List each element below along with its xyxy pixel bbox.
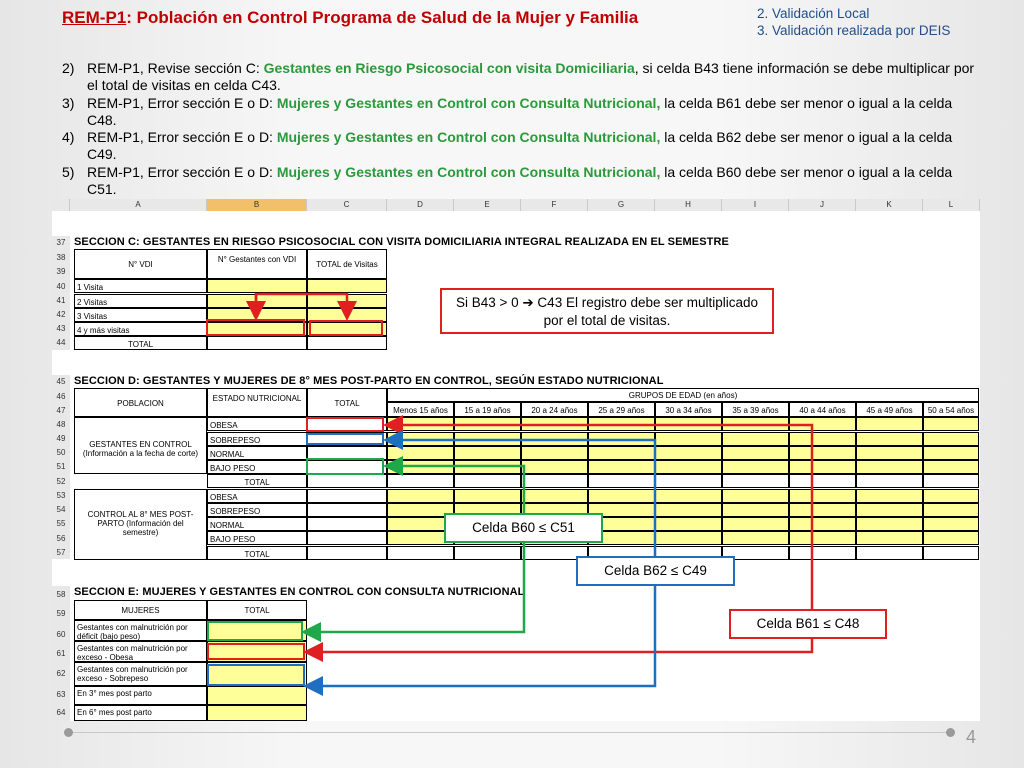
sec-e-header-total: TOTAL [207,600,307,620]
sec-c-header-gestantes: N° Gestantes con VDI [207,249,307,279]
sec-d-header-estado: ESTADO NUTRICIONAL [207,388,307,417]
sec-d-total-cell [307,489,387,503]
note-validacion-local: 2. Validación Local [757,6,870,21]
sec-c-cell-b [207,294,307,308]
sec-d-age-cell [923,417,979,431]
footer-line [70,732,950,733]
sec-d-total-age [923,546,979,560]
rule-item [62,95,982,130]
sec-c-cell-c [307,279,387,293]
sec-c-total-label: TOTAL [74,336,207,350]
row-number-37[interactable]: 37 [52,236,70,250]
section-e-title: SECCION E: MUJERES Y GESTANTES EN CONTROL CON CONSULTA NUTRICIONAL [74,586,525,598]
column-header-j[interactable]: J [789,199,856,211]
sec-d-estado-label: BAJO PESO [207,531,307,545]
sec-d-age-cell [454,489,521,503]
sec-d-total-age [722,474,789,488]
sec-d-age-cell [387,460,454,474]
sec-d-total-age [588,474,655,488]
highlight-c51 [306,458,384,475]
row-number-62[interactable]: 62 [52,663,70,685]
sec-d-age-cell [722,517,789,531]
row-number-50[interactable]: 50 [52,446,70,460]
sec-d-age-cell [856,432,923,446]
sec-d-age-cell [588,432,655,446]
sec-d-age-cell [722,446,789,460]
page-number: 4 [965,727,976,747]
spreadsheet [52,199,980,721]
sec-c-header-vdi: N° VDI [74,249,207,279]
rule-prefix: REM-P1, Error sección E o D: [87,129,277,146]
sec-d-age-cell [655,517,722,531]
sec-d-age-cell [521,432,588,446]
row-number-57[interactable]: 57 [52,546,70,559]
callout-b43-rule: Si B43 > 0 ➔ C43 El registro debe ser multiplicado por el total de visitas. [440,288,774,334]
rule-number: 4) [62,129,75,146]
row-number-45[interactable]: 45 [52,375,70,389]
column-header-h[interactable]: H [655,199,722,211]
highlight-c48 [306,417,384,432]
sec-d-age-cell [655,531,722,545]
sec-d-age-cell [521,446,588,460]
row-number-54[interactable]: 54 [52,503,70,517]
sec-d-age-cell [856,531,923,545]
rule-suffix: , si celda B43 tiene información se debe multiplicar por el total de visitas en celda C43. [87,60,975,94]
section-d-title: SECCION D: GESTANTES Y MUJERES DE 8° MES POST-PARTO EN CONTROL, SEGÚN ESTADO NUTRICIONAL [74,375,664,387]
column-header-k[interactable]: K [856,199,923,211]
row-number-59[interactable]: 59 [52,603,70,624]
sec-e-header-mujeres: MUJERES [74,600,207,620]
sec-d-estado-label: OBESA [207,417,307,431]
column-header-e[interactable]: E [454,199,521,211]
sec-c-header-total-visitas: TOTAL de Visitas [307,249,387,279]
sec-d-age-cell [923,517,979,531]
sec-d-group-gestantes: GESTANTES EN CONTROL (Información a la fecha de corte) [74,417,207,474]
rule-number: 5) [62,163,75,180]
sec-d-age-cell [521,460,588,474]
highlight-b43 [206,319,305,336]
sec-d-total-label: TOTAL [207,546,307,560]
callout-b61-c48: Celda B61 ≤ C48 [729,609,887,639]
footer-dot-right [946,728,955,737]
sec-d-age-cell [856,446,923,460]
sec-d-age-cell [655,417,722,431]
sec-d-total-sum [307,474,387,488]
sec-e-cell-b [207,686,307,705]
highlight-c49 [306,433,384,445]
sec-d-age-cell [856,417,923,431]
sec-c-row-label: 4 y más visitas [74,322,207,336]
rule-suffix: la celda B60 debe ser menor o igual a la celda C51. [87,163,953,198]
sec-e-row-label: Gestantes con malnutrición por exceso - Sobrepeso [74,662,207,686]
sec-d-age-cell [655,503,722,517]
rules-list [62,60,982,198]
sec-e-row-label: En 3° mes post parto [74,686,207,705]
sec-d-age-cell [387,432,454,446]
sec-c-cell-b [207,279,307,293]
column-header-d[interactable]: D [387,199,454,211]
sec-d-age-header: 45 a 49 años [856,402,923,417]
rule-number: 2) [62,60,75,76]
note-validacion-deis: 3. Validación realizada por DEIS [757,23,951,38]
row-number-39[interactable]: 39 [52,265,70,279]
slide-title [62,8,638,28]
sec-c-total-c [307,336,387,350]
sec-c-cell-c [307,294,387,308]
rule-item [62,129,982,164]
sec-c-row-label: 1 Visita [74,279,207,293]
row-number-64[interactable]: 64 [52,705,70,721]
sec-d-estado-label: BAJO PESO [207,460,307,474]
column-header-l[interactable]: L [923,199,980,211]
sec-d-age-header: 20 a 24 años [521,402,588,417]
row-number-60[interactable]: 60 [52,624,70,645]
row-number-53[interactable]: 53 [52,489,70,503]
highlight-b61 [207,643,305,660]
callout-b62-c49: Celda B62 ≤ C49 [576,556,735,586]
sec-d-age-cell [789,460,856,474]
sec-d-age-cell [923,446,979,460]
sec-d-age-cell [655,432,722,446]
sec-c-row-label: 3 Visitas [74,308,207,322]
row-number-46[interactable]: 46 [52,389,70,404]
rule-prefix: REM-P1, Error sección E o D: [87,163,277,180]
sec-d-total-sum [307,546,387,560]
sec-d-age-cell [722,417,789,431]
sec-d-age-cell [454,432,521,446]
sec-d-age-cell [722,489,789,503]
row-number-51[interactable]: 51 [52,460,70,474]
row-number-56[interactable]: 56 [52,531,70,546]
sec-d-age-cell [789,531,856,545]
sec-d-age-header: 15 a 19 años [454,402,521,417]
column-header-f[interactable]: F [521,199,588,211]
sec-d-age-cell [387,489,454,503]
column-header-i[interactable]: I [722,199,789,211]
sec-d-age-cell [588,446,655,460]
sec-d-age-cell [588,417,655,431]
sec-e-cell-b [207,705,307,721]
sec-d-age-cell [722,460,789,474]
sec-d-age-cell [387,446,454,460]
sec-d-header-grupos: GRUPOS DE EDAD (en años) [387,388,979,402]
rule-item [62,60,982,95]
rule-prefix: REM-P1, Revise sección C: [87,60,264,76]
row-number-40[interactable]: 40 [52,279,70,294]
sec-d-age-cell [588,460,655,474]
sec-d-estado-label: NORMAL [207,517,307,531]
row-number-44[interactable]: 44 [52,336,70,350]
sec-d-age-cell [722,432,789,446]
sec-d-age-header: 40 a 44 años [789,402,856,417]
sec-d-age-cell [722,503,789,517]
rule-number: 3) [62,94,75,111]
sec-d-header-total: TOTAL [307,388,387,417]
sec-d-age-cell [789,417,856,431]
sec-d-age-header: 50 a 54 años [923,402,979,417]
column-header-a[interactable]: A [70,199,207,211]
row-number-63[interactable]: 63 [52,685,70,705]
sec-d-age-cell [387,417,454,431]
column-header-b[interactable]: B [207,199,307,211]
sec-d-estado-label: OBESA [207,489,307,503]
sec-d-age-cell [856,489,923,503]
row-number-43[interactable]: 43 [52,322,70,336]
sec-d-age-cell [655,489,722,503]
rule-prefix: REM-P1, Error sección E o D: [87,94,277,111]
sec-d-estado-label: SOBREPESO [207,432,307,446]
sec-e-row-label: En 6° mes post parto [74,705,207,721]
row-number-55[interactable]: 55 [52,517,70,531]
rule-item [62,164,982,199]
column-header-c[interactable]: C [307,199,387,211]
sec-d-header-poblacion: POBLACION [74,388,207,417]
highlight-b62 [207,664,305,686]
sec-d-age-header: Menos 15 años [387,402,454,417]
rule-highlight: Mujeres y Gestantes en Control con Consulta Nutricional, [276,163,661,180]
rule-highlight: Mujeres y Gestantes en Control con Consulta Nutricional, [276,94,661,111]
rule-suffix: la celda B61 debe ser menor o igual a la celda C48. [87,94,953,128]
sec-d-total-age [789,546,856,560]
sec-d-total-age [454,546,521,560]
callout-b60-c51: Celda B60 ≤ C51 [444,513,603,543]
sec-d-age-cell [521,489,588,503]
sec-d-age-header: 35 a 39 años [722,402,789,417]
sec-c-row-label: 2 Visitas [74,294,207,308]
rule-suffix: la celda B62 debe ser menor o igual a la celda C49. [87,129,953,163]
sec-d-age-cell [789,446,856,460]
sec-d-age-cell [454,446,521,460]
sec-d-total-cell [307,517,387,531]
highlight-b60 [207,621,303,641]
row-number-48[interactable]: 48 [52,417,70,432]
rule-highlight: Mujeres y Gestantes en Control con Consulta Nutricional, [276,129,661,146]
sec-d-total-label: TOTAL [207,474,307,488]
sec-d-estado-label: SOBREPESO [207,503,307,517]
sec-d-age-cell [856,517,923,531]
sec-d-age-cell [454,460,521,474]
sec-d-age-cell [655,446,722,460]
sec-d-age-cell [856,503,923,517]
sec-d-total-age [856,474,923,488]
sec-d-age-cell [655,460,722,474]
select-all-corner[interactable] [52,199,70,211]
sec-d-total-age [923,474,979,488]
rule-highlight: Gestantes en Riesgo Psicosocial con visita Domiciliaria [263,60,635,76]
row-number-49[interactable]: 49 [52,432,70,446]
sec-c-total-b [207,336,307,350]
sec-d-age-cell [923,460,979,474]
sec-d-total-age [521,474,588,488]
sec-d-age-cell [923,489,979,503]
sec-d-total-age [655,474,722,488]
sec-d-age-cell [789,503,856,517]
sec-d-age-cell [454,417,521,431]
sec-d-age-cell [521,417,588,431]
row-number-38[interactable]: 38 [52,250,70,265]
sec-d-total-age [856,546,923,560]
sec-e-row-label: Gestantes con malnutrición por exceso - Obesa [74,641,207,662]
sec-d-age-cell [789,517,856,531]
row-number-61[interactable]: 61 [52,645,70,663]
sec-d-total-age [387,546,454,560]
sec-d-age-header: 25 a 29 años [588,402,655,417]
sec-d-total-cell [307,531,387,545]
sec-d-total-age [789,474,856,488]
section-c-title: SECCION C: GESTANTES EN RIESGO PSICOSOCIAL CON VISITA DOMICILIARIA INTEGRAL REALIZADA EN EL SEMESTRE [74,236,729,248]
sec-d-age-cell [856,460,923,474]
row-number-41[interactable]: 41 [52,294,70,308]
sec-d-age-cell [789,489,856,503]
row-number-42[interactable]: 42 [52,308,70,322]
sec-d-total-age [387,474,454,488]
highlight-c43 [309,320,383,336]
sec-d-age-header: 30 a 34 años [655,402,722,417]
row-number-47[interactable]: 47 [52,404,70,417]
sec-d-age-cell [923,531,979,545]
footer-dot-left [64,728,73,737]
sec-d-total-age [454,474,521,488]
sec-d-age-cell [923,432,979,446]
row-number-58[interactable]: 58 [52,586,70,603]
row-number-52[interactable]: 52 [52,474,70,489]
title-code: REM-P1 [62,8,127,27]
sec-d-age-cell [923,503,979,517]
sec-d-total-cell [307,503,387,517]
sec-e-row-label: Gestantes con malnutrición por déficit (bajo peso) [74,620,207,641]
sec-d-age-cell [588,489,655,503]
sec-d-age-cell [722,531,789,545]
column-header-g[interactable]: G [588,199,655,211]
sec-d-group-postparto: CONTROL AL 8° MES POST-PARTO (Información del semestre) [74,489,207,560]
title-text: : Población en Control Programa de Salud de la Mujer y Familia [126,8,639,27]
sec-d-estado-label: NORMAL [207,446,307,460]
sec-d-age-cell [789,432,856,446]
